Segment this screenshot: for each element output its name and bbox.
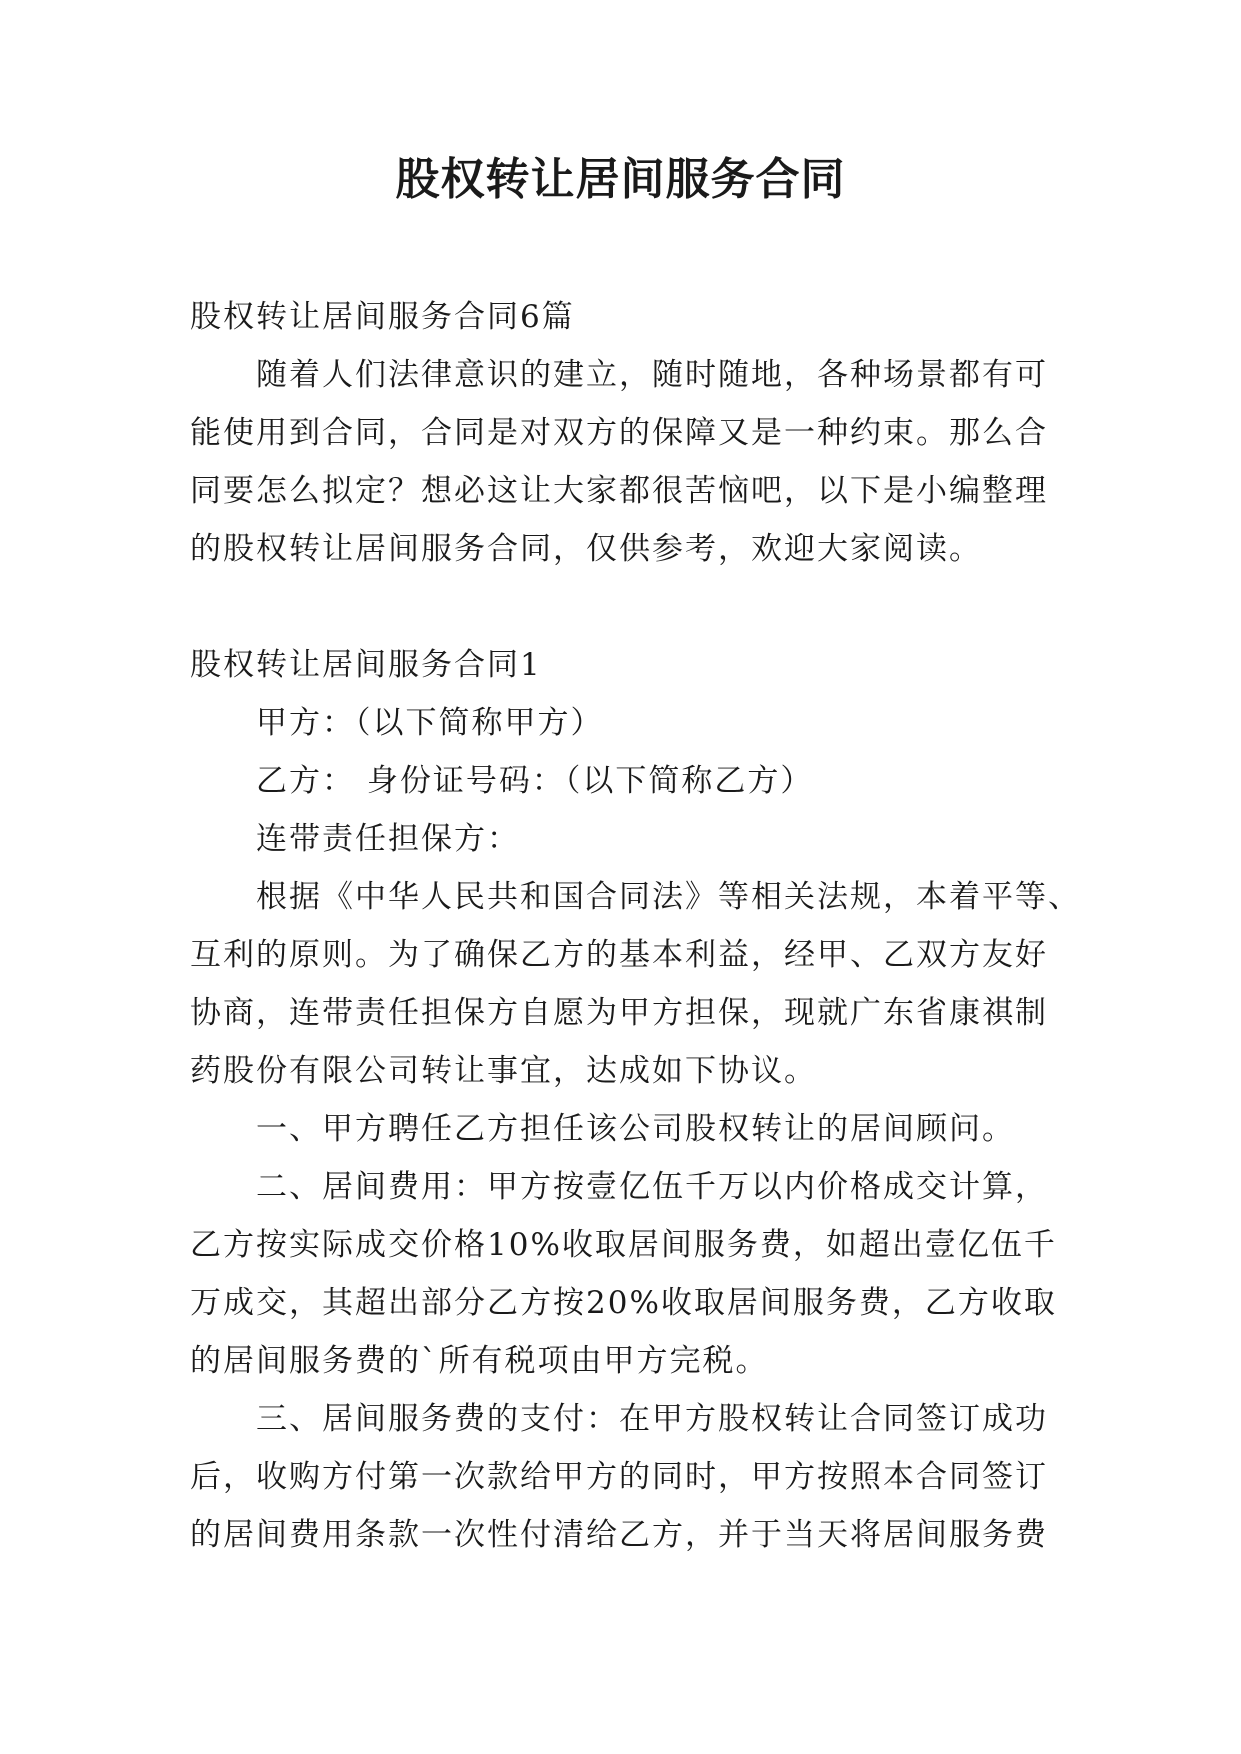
paragraph-line: 互利的原则。为了确保乙方的基本利益，经甲、乙双方友好 [190, 937, 1048, 973]
clause-line: 的居间服务费的`所有税项由甲方完税。 [190, 1343, 769, 1379]
subtitle-line: 股权转让居间服务合同6篇 [190, 299, 575, 335]
paragraph-line: 能使用到合同，合同是对双方的保障又是一种约束。那么合 [190, 415, 1048, 451]
paragraph-gap [190, 578, 1050, 636]
clause-line: 后，收购方付第一次款给甲方的同时，甲方按照本合同签订 [190, 1459, 1048, 1495]
clause-line: 万成交，其超出部分乙方按20%收取居间服务费，乙方收取 [190, 1285, 1057, 1321]
clause-line: 二、居间费用：甲方按壹亿伍千万以内价格成交计算， [256, 1169, 1048, 1205]
paragraph-line: 根据《中华人民共和国合同法》等相关法规，本着平等、 [256, 879, 1081, 915]
party-b-line: 乙方： 身份证号码：（以下简称乙方） [256, 763, 814, 799]
guarantor-line: 连带责任担保方： [256, 821, 520, 857]
clause-line: 三、居间服务费的支付：在甲方股权转让合同签订成功 [256, 1401, 1048, 1437]
document-title: 股权转让居间服务合同 [395, 154, 846, 205]
paragraph-line: 同要怎么拟定？想必这让大家都很苦恼吧，以下是小编整理 [190, 473, 1048, 509]
party-a-line: 甲方：（以下简称甲方） [256, 705, 604, 741]
paragraph-line: 的股权转让居间服务合同，仅供参考，欢迎大家阅读。 [190, 531, 982, 567]
paragraph-line: 协商，连带责任担保方自愿为甲方担保，现就广东省康祺制 [190, 995, 1048, 1031]
document-body [190, 288, 1081, 1564]
section-heading: 股权转让居间服务合同1 [190, 647, 542, 683]
paragraph-line: 药股份有限公司转让事宜，达成如下协议。 [190, 1053, 817, 1089]
clause-line: 乙方按实际成交价格10%收取居间服务费，如超出壹亿伍千 [190, 1227, 1057, 1263]
clause-line: 一、甲方聘任乙方担任该公司股权转让的居间顾问。 [256, 1111, 1015, 1147]
clause-line: 的居间费用条款一次性付清给乙方，并于当天将居间服务费 [190, 1517, 1048, 1553]
paragraph-line: 随着人们法律意识的建立，随时随地，各种场景都有可 [256, 357, 1048, 393]
